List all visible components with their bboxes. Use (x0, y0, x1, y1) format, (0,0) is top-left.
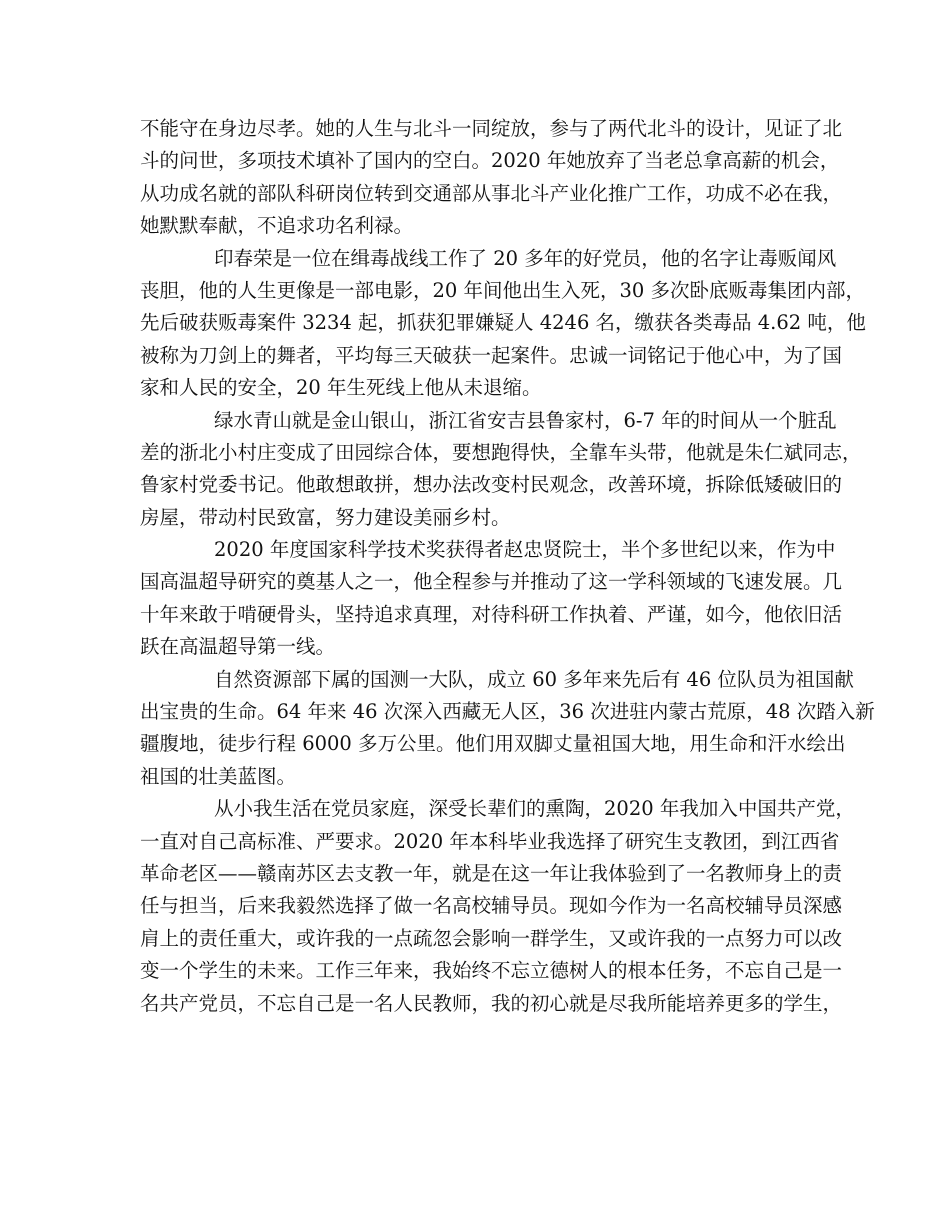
text-line: 十年来敢于啃硬骨头，坚持追求真理，对待科研工作执着、严谨，如今，他依旧活 (140, 602, 843, 626)
text-line: 丧胆，他的人生更像是一部电影，20 年间他出生入死，30 多次卧底贩毒集团内部， (140, 278, 866, 302)
text-line: 鲁家村党委书记。他敢想敢拼，想办法改变村民观念，改善环境，拆除低矮破旧的 (140, 473, 843, 497)
text-line: 跃在高温超导第一线。 (140, 635, 336, 659)
text-line: 祖国的壮美蓝图。 (140, 764, 297, 788)
text-line: 印春荣是一位在缉毒战线工作了 20 多年的好党员，他的名字让毒贩闻风 (214, 246, 837, 270)
text-line: 从小我生活在党员家庭，深受长辈们的熏陶，2020 年我加入中国共产党， (214, 797, 855, 821)
paragraph (140, 664, 875, 794)
text-line: 家和人民的安全，20 年生死线上他从未退缩。 (140, 376, 542, 400)
text-line: 任与担当，后来我毅然选择了做一名高校辅导员。现如今作为一名高校辅导员深感 (140, 894, 843, 918)
text-line: 从功成名就的部队科研岗位转到交通部从事北斗产业化推广工作，功成不必在我， (140, 181, 843, 205)
text-line: 国高温超导研究的奠基人之一，他全程参与并推动了这一学科领域的飞速发展。几 (140, 570, 843, 594)
text-line: 肩上的责任重大，或许我的一点疏忽会影响一群学生，又或许我的一点努力可以改 (140, 926, 843, 950)
text-line: 先后破获贩毒案件 3234 起，抓获犯罪嫌疑人 4246 名，缴获各类毒品 4.62 吨，他 (140, 311, 866, 335)
text-line: 差的浙北小村庄变成了田园综合体，要想跑得快，全靠车头带，他就是朱仁斌同志， (140, 440, 862, 464)
text-line: 出宝贵的生命。64 年来 46 次深入西藏无人区，36 次进驻内蒙古荒原，48 次踏入新 (140, 700, 875, 724)
text-line: 被称为刀剑上的舞者，平均每三天破获一起案件。忠诚一词铭记于他心中，为了国 (140, 343, 843, 367)
paragraph (140, 405, 862, 535)
text-line: 疆腹地，徒步行程 6000 多万公里。他们用双脚丈量祖国大地，用生命和汗水绘出 (140, 732, 846, 756)
text-line: 绿水青山就是金山银山，浙江省安吉县鲁家村，6-7 年的时间从一个脏乱 (214, 408, 837, 432)
text-line: 房屋，带动村民致富，努力建设美丽乡村。 (140, 505, 511, 529)
text-line: 她默默奉献，不追求功名利禄。 (140, 214, 414, 238)
text-line: 不能守在身边尽孝。她的人生与北斗一同绽放，参与了两代北斗的设计，见证了北 (140, 117, 843, 140)
text-line: 变一个学生的未来。工作三年来，我始终不忘立德树人的根本任务，不忘自己是一 (140, 959, 843, 983)
text-line: 2020 年度国家科学技术奖获得者赵忠贤院士，半个多世纪以来，作为中 (214, 538, 836, 562)
text-line: 自然资源部下属的国测一大队，成立 60 多年来先后有 46 位队员为祖国献 (214, 667, 854, 691)
paragraph (140, 113, 843, 243)
text-line: 名共产党员，不忘自己是一名人民教师，我的初心就是尽我所能培养更多的学生， (140, 991, 843, 1015)
paragraph (140, 243, 866, 405)
document-body (140, 113, 875, 1020)
text-line: 革命老区——赣南苏区去支教一年，就是在这一年让我体验到了一名教师身上的责 (140, 861, 843, 885)
text-line: 斗的问世，多项技术填补了国内的空白。2020 年她放弃了当老总拿高薪的机会， (140, 149, 840, 173)
paragraph (140, 534, 843, 664)
text-line: 一直对自己高标准、严要求。2020 年本科毕业我选择了研究生支教团，到江西省 (140, 829, 840, 853)
paragraph (140, 793, 855, 1020)
